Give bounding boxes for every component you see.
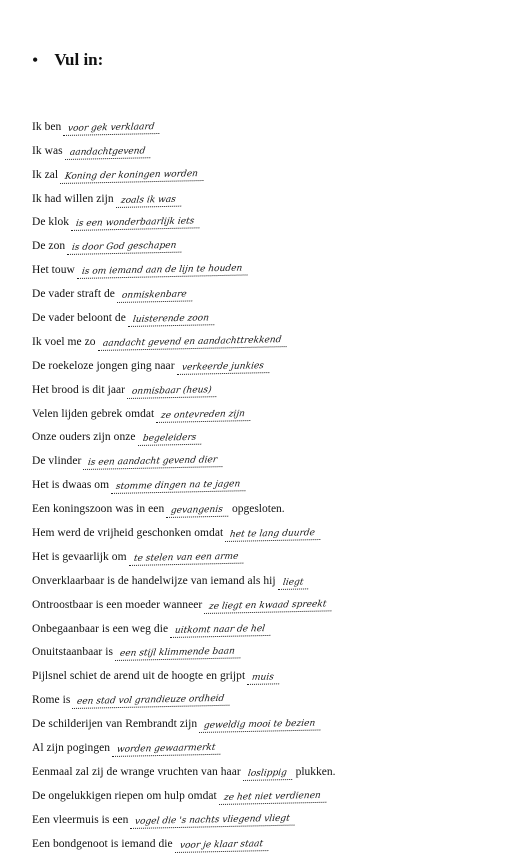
handwritten-answer: voor je klaar staat xyxy=(175,840,269,853)
bullet-icon: • xyxy=(32,50,39,70)
sentence-prompt: De vader beloont de xyxy=(32,312,126,325)
sentence-prompt: Al zijn pogingen xyxy=(32,742,111,755)
sentence-row xyxy=(32,566,512,590)
handwritten-answer: liegt xyxy=(278,578,310,590)
sentence-row xyxy=(32,829,512,853)
handwritten-answer: uitkomt naar de hel xyxy=(170,625,271,638)
sentence-row xyxy=(32,494,512,518)
sentence-row xyxy=(32,733,512,757)
handwritten-answer: verkeerde junkies xyxy=(177,362,270,375)
sentence-row xyxy=(32,470,512,494)
handwritten-answer: muis xyxy=(247,674,280,686)
sentence-prompt: Een koningszoon was in een xyxy=(32,503,165,516)
sentence-row xyxy=(32,518,512,542)
sentence-prompt: De vlinder xyxy=(32,455,82,468)
handwritten-answer: ze ontevreden zijn xyxy=(156,410,251,423)
handwritten-answer: aandacht gevend en aandachttrekkend xyxy=(98,336,288,351)
sentence-row xyxy=(32,351,512,375)
sentence-row xyxy=(32,160,512,184)
handwritten-answer: is een wonderbaarlijk iets xyxy=(71,218,201,232)
sentence-prompt: De ongelukkigen riepen om hulp omdat xyxy=(32,789,217,802)
sentence-row xyxy=(32,112,512,136)
sentence-row xyxy=(32,255,512,279)
sentence-row xyxy=(32,231,512,255)
handwritten-answer: te stelen van een arme xyxy=(129,553,245,566)
sentence-row xyxy=(32,423,512,447)
sentence-row xyxy=(32,661,512,685)
sentence-prompt: Pijlsnel schiet de arend uit de hoogte en grijpt xyxy=(32,670,246,683)
handwritten-answer: een stijl klimmende baan xyxy=(115,648,241,662)
sentence-row xyxy=(32,375,512,399)
handwritten-answer: luisterende zoon xyxy=(128,314,215,327)
sentence-prompt: Een vleermuis is een xyxy=(32,813,129,826)
sentence-prompt: Ik zal xyxy=(32,168,59,181)
handwritten-answer: ze liegt en kwaad spreekt xyxy=(204,600,333,614)
sentence-row xyxy=(32,805,512,829)
handwritten-answer: loslippig xyxy=(243,769,293,781)
sentence-prompt: De vader straft de xyxy=(32,288,115,301)
sentence-prompt: Het is gevaarlijk om xyxy=(32,550,127,563)
sentence-row xyxy=(32,685,512,709)
handwritten-answer: ze het niet verdienen xyxy=(219,792,327,805)
sentence-prompt: Ik had willen zijn xyxy=(32,192,114,205)
sentence-row xyxy=(32,208,512,232)
exercise-header xyxy=(32,50,103,70)
handwritten-answer: onmiskenbare xyxy=(117,291,193,304)
sentence-prompt: Onbegaanbaar is een weg die xyxy=(32,622,169,635)
sentence-prompt: De klok xyxy=(32,216,70,229)
sentence-row xyxy=(32,184,512,208)
sentence-prompt: Ik was xyxy=(32,144,63,157)
handwritten-answer: stomme dingen na te jagen xyxy=(111,480,247,494)
sentence-prompt: Ik ben xyxy=(32,120,62,133)
sentence-row xyxy=(32,279,512,303)
sentence-prompt: Een bondgenoot is iemand die xyxy=(32,837,173,850)
handwritten-answer: begeleiders xyxy=(138,434,203,446)
handwritten-answer: vogel die 's nachts vliegend vliegt xyxy=(130,814,296,828)
sentence-row xyxy=(32,399,512,423)
handwritten-answer: een stad vol grandieuze ordheid xyxy=(72,695,231,709)
handwritten-answer: voor gek verklaard xyxy=(63,123,161,136)
sentence-suffix: plukken. xyxy=(295,765,336,778)
handwritten-answer: is een aandacht gevend dier xyxy=(83,456,224,470)
sentence-row xyxy=(32,590,512,614)
sentence-prompt: Onuitstaanbaar is xyxy=(32,646,114,659)
sentence-row xyxy=(32,614,512,638)
sentence-prompt: Het touw xyxy=(32,264,75,277)
sentence-prompt: Het is dwaas om xyxy=(32,479,110,492)
sentence-prompt: Ontroostbaar is een moeder wanneer xyxy=(32,598,203,611)
handwritten-answer: is om iemand aan de lijn te houden xyxy=(77,265,249,280)
sentence-prompt: De roekeloze jongen ging naar xyxy=(32,359,175,372)
sentence-prompt: Hem werd de vrijheid geschonken omdat xyxy=(32,527,224,540)
handwritten-answer: onmisbaar (heus) xyxy=(127,386,218,399)
sentence-prompt: Onze ouders zijn onze xyxy=(32,431,136,444)
sentence-row xyxy=(32,709,512,733)
handwritten-answer: aandachtgevend xyxy=(65,147,152,160)
handwritten-answer: het te lang duurde xyxy=(225,529,321,542)
handwritten-answer: worden gewaarmerkt xyxy=(112,744,222,757)
sentence-row xyxy=(32,781,512,805)
sentence-row xyxy=(32,757,512,781)
sentence-prompt: Eenmaal zal zij de wrange vruchten van haar xyxy=(32,765,241,778)
sentence-row xyxy=(32,136,512,160)
sentence-prompt: Ik voel me zo xyxy=(32,335,96,348)
sentence-prompt: Velen lijden gebrek omdat xyxy=(32,407,155,420)
handwritten-answer: gevangenis xyxy=(166,506,229,518)
handwritten-answer: geweldig mooi te bezien xyxy=(199,720,322,734)
sentence-row xyxy=(32,446,512,470)
exercise-title: Vul in: xyxy=(54,50,104,69)
sentence-prompt: Het brood is dit jaar xyxy=(32,383,126,396)
handwritten-answer: Koning der koningen worden xyxy=(60,170,204,184)
handwritten-answer: is door God geschapen xyxy=(67,242,183,255)
sentence-row xyxy=(32,303,512,327)
sentence-row xyxy=(32,327,512,351)
sentence-suffix: opgesloten. xyxy=(231,503,285,516)
sentence-prompt: De zon xyxy=(32,240,66,253)
sentence-row xyxy=(32,542,512,566)
fill-in-sentences xyxy=(32,112,512,853)
sentence-row xyxy=(32,638,512,662)
sentence-prompt: De schilderijen van Rembrandt zijn xyxy=(32,718,198,731)
handwritten-answer: zoals ik was xyxy=(116,195,182,207)
sentence-prompt: Rome is xyxy=(32,694,71,707)
sentence-prompt: Onverklaarbaar is de handelwijze van iemand als hij xyxy=(32,574,276,587)
